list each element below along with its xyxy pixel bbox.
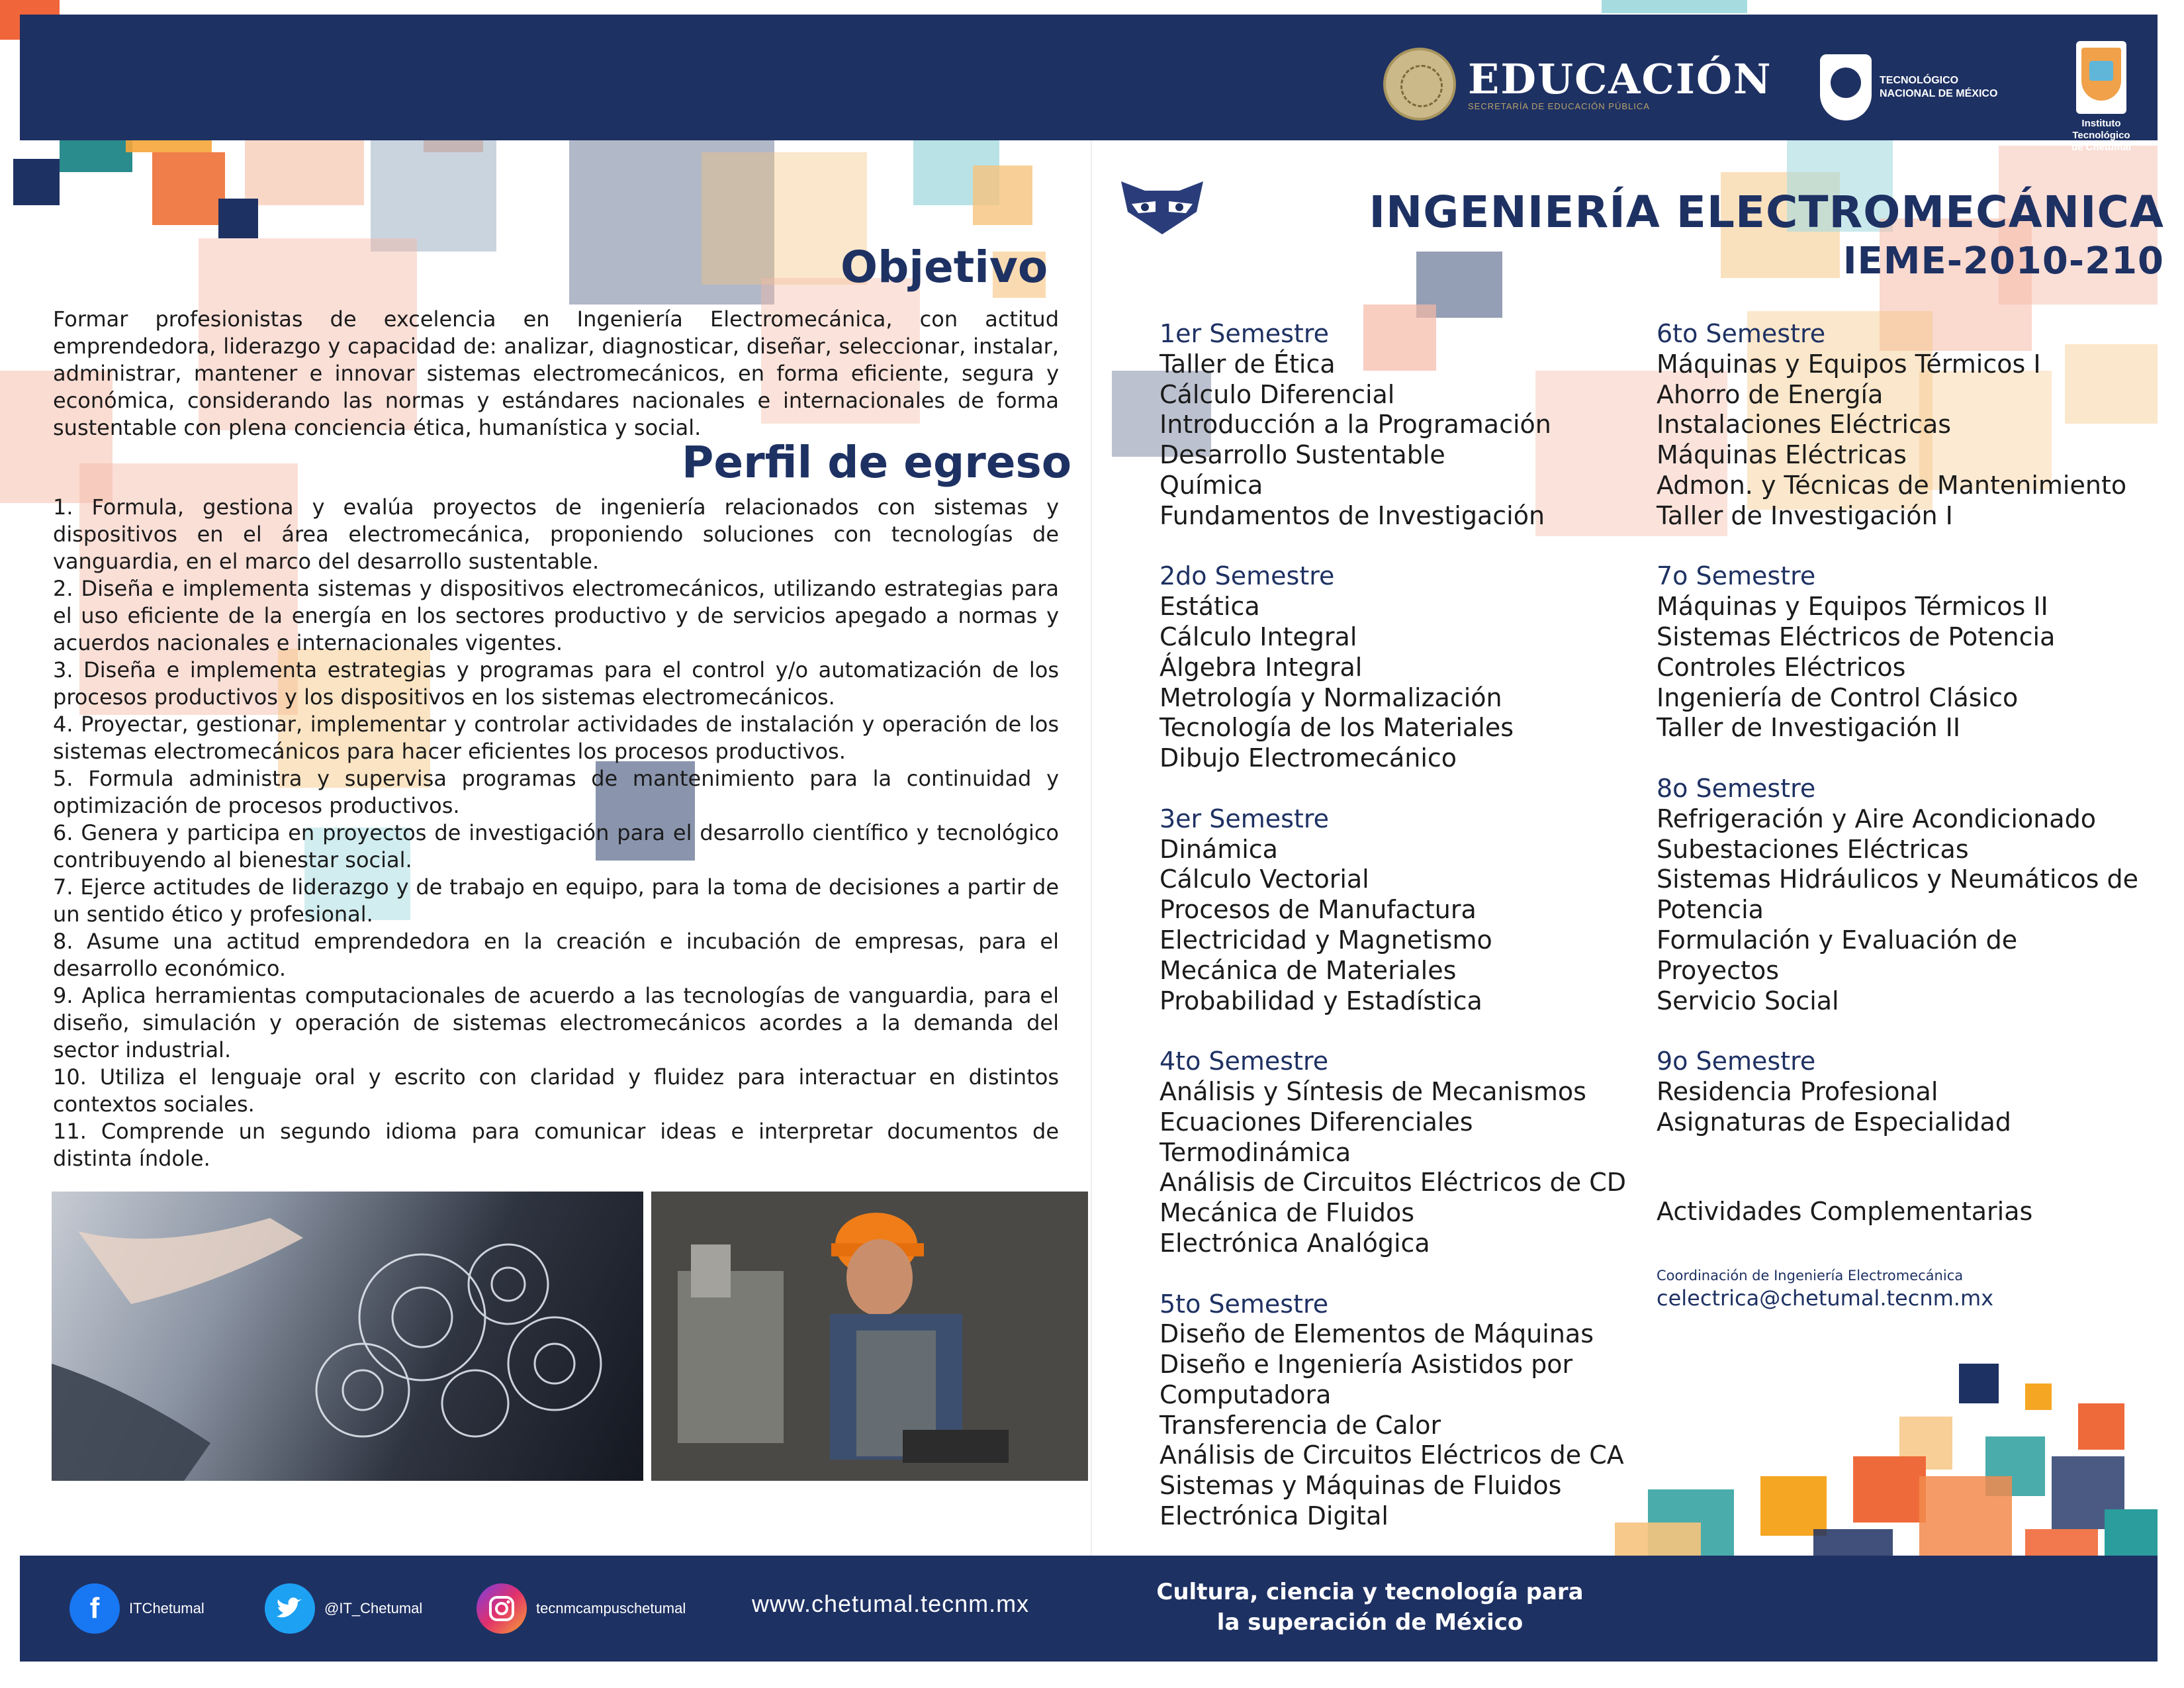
subject-item: Instalaciones Eléctricas bbox=[1657, 410, 1952, 440]
subject-item: Taller de Ética bbox=[1160, 349, 1336, 379]
tecnm-line2: NACIONAL DE MÉXICO bbox=[1880, 88, 1998, 99]
subject-item: Análisis y Síntesis de Mecanismos bbox=[1160, 1076, 1586, 1106]
subject-item: Química bbox=[1160, 470, 1263, 500]
semester-block bbox=[1657, 561, 2160, 743]
subject-item: Mecánica de Fluidos bbox=[1160, 1198, 1415, 1228]
semester-block bbox=[1160, 804, 1662, 1017]
semester-heading: 6to Semestre bbox=[1657, 319, 1826, 348]
perfil-item: 11. Comprende un segundo idioma para comunicar ideas e interpretar documentos de distinta índole. bbox=[53, 1119, 1059, 1171]
semester-heading: 3er Semestre bbox=[1160, 804, 1330, 833]
subject-item: Servicio Social bbox=[1657, 986, 1839, 1015]
semester-block bbox=[1657, 1047, 2160, 1137]
subject-item: Ingeniería de Control Clásico bbox=[1657, 682, 2019, 712]
semester-block bbox=[1657, 774, 2160, 1016]
curriculum-column-2 bbox=[1657, 319, 2160, 1168]
facebook-handle: ITChetumal bbox=[129, 1600, 205, 1617]
facebook-icon: f bbox=[69, 1583, 120, 1634]
twitter-link[interactable] bbox=[265, 1583, 422, 1634]
subject-item: Computadora bbox=[1160, 1380, 1332, 1409]
objetivo-heading: Objetivo bbox=[841, 242, 1048, 293]
semester-heading: 4to Semestre bbox=[1160, 1047, 1329, 1076]
subject-item: Máquinas Eléctricas bbox=[1657, 440, 1907, 470]
subject-item: Ahorro de Energía bbox=[1657, 379, 1884, 409]
subject-item: Refrigeración y Aire Acondicionado bbox=[1657, 804, 2096, 833]
semester-block bbox=[1160, 319, 1662, 532]
subject-item: Diseño e Ingeniería Asistidos por bbox=[1160, 1350, 1573, 1380]
perfil-item: 4. Proyectar, gestionar, implementar y controlar actividades de instalación y operación de los sistemas electromecánicos para hacer eficientes los procesos productivos. bbox=[53, 712, 1059, 764]
subject-item: Procesos de Manufactura bbox=[1160, 895, 1477, 925]
subject-item: Introducción a la Programación bbox=[1160, 410, 1551, 440]
edu-title: EDUCACIÓN bbox=[1468, 54, 1772, 103]
semester-heading: 8o Semestre bbox=[1657, 773, 1816, 803]
subject-item: Proyectos bbox=[1657, 955, 1779, 985]
tecnm-gear-icon bbox=[1820, 54, 1872, 120]
career-title: INGENIERÍA ELECTROMECÁNICA bbox=[1369, 187, 2164, 238]
subject-item: Electricidad y Magnetismo bbox=[1160, 925, 1492, 955]
instagram-icon bbox=[477, 1583, 527, 1634]
fold-divider bbox=[1091, 140, 1092, 1556]
subject-item: Taller de Investigación II bbox=[1657, 713, 1961, 743]
subject-item: Diseño de Elementos de Máquinas bbox=[1160, 1319, 1594, 1349]
tecnm-line1: TECNOLÓGICO bbox=[1880, 75, 1959, 86]
semester-block bbox=[1160, 561, 1662, 774]
semester-block bbox=[1160, 1289, 1662, 1532]
instagram-link[interactable] bbox=[477, 1583, 686, 1634]
perfil-item: 8. Asume una actitud emprendedora en la creación e incubación de empresas, para el desarrollo económico. bbox=[53, 929, 1059, 981]
contact-email-link[interactable]: celectrica@chetumal.tecnm.mx bbox=[1657, 1286, 1994, 1311]
objetivo-text: Formar profesionistas de excelencia en Ingeniería Electromecánica, con actitud emprendedora, liderazgo y capacidad de: analizar, diagnosticar, diseñar, seleccionar, instalar, administrar, mantener e innovar sistemas electromecánicos, en forma eficiente, segura y económica, considerando las normas y estándares nacionales e internacionales de forma sustentable con plena conciencia ética, humanística y social. bbox=[53, 306, 1059, 440]
subject-item: Residencia Profesional bbox=[1657, 1076, 1938, 1106]
subject-item: Ecuaciones Diferenciales bbox=[1160, 1107, 1473, 1137]
subject-item: Taller de Investigación I bbox=[1657, 500, 1953, 530]
itch-shield-icon bbox=[2076, 41, 2126, 114]
subject-item: Tecnología de los Materiales bbox=[1160, 713, 1514, 743]
subject-item: Análisis de Circuitos Eléctricos de CA bbox=[1160, 1440, 1624, 1470]
subject-item: Estática bbox=[1160, 592, 1260, 622]
subject-item: Dibujo Electromecánico bbox=[1160, 743, 1457, 773]
subject-item: Cálculo Integral bbox=[1160, 622, 1357, 651]
perfil-item: 7. Ejerce actitudes de liderazgo y de trabajo en equipo, para la toma de decisiones a partir de un sentido ético y profesional. bbox=[53, 874, 1059, 927]
subject-item: Sistemas Eléctricos de Potencia bbox=[1657, 622, 2056, 651]
curriculum-column-1 bbox=[1160, 319, 1662, 1562]
subject-item: Formulación y Evaluación de bbox=[1657, 925, 2018, 955]
subject-item: Máquinas y Equipos Térmicos I bbox=[1657, 349, 2041, 379]
semester-heading: 2do Semestre bbox=[1160, 561, 1335, 591]
subject-item: Cálculo Vectorial bbox=[1160, 865, 1369, 894]
itch-line1: Instituto Tecnológico bbox=[2072, 118, 2130, 141]
subject-item: Potencia bbox=[1657, 895, 1764, 925]
subject-item: Sistemas y Máquinas de Fluidos bbox=[1160, 1471, 1562, 1501]
subject-item: Análisis de Circuitos Eléctricos de CD bbox=[1160, 1168, 1627, 1197]
semester-heading: 7o Semestre bbox=[1657, 561, 1816, 591]
itch-logo bbox=[2052, 41, 2151, 154]
website-link[interactable]: www.chetumal.tecnm.mx bbox=[752, 1590, 1030, 1617]
subject-item: Dinámica bbox=[1160, 834, 1278, 864]
perfil-item: 6. Genera y participa en proyectos de investigación para el desarrollo científico y tecnológico contribuyendo al bienestar social. bbox=[53, 820, 1059, 872]
semester-block bbox=[1160, 1047, 1662, 1259]
slogan bbox=[1118, 1577, 1621, 1638]
career-code: IEME-2010-210 bbox=[1843, 240, 2164, 283]
subject-item: Fundamentos de Investigación bbox=[1160, 500, 1545, 530]
coordinacion-label: Coordinación de Ingeniería Electromecánica bbox=[1657, 1268, 1964, 1284]
worker-photo bbox=[651, 1192, 1088, 1481]
subject-item: Admon. y Técnicas de Mantenimiento bbox=[1657, 470, 2127, 500]
perfil-item: 2. Diseña e implementa sistemas y dispositivos electromecánicos, utilizando estrategias para el uso eficiente de la energía en los sectores productivo y de servicios apegado a normas y acuerdos nacionales e internacionales vigentes. bbox=[53, 576, 1059, 655]
perfil-item: 3. Diseña e implementa estrategias y programas para el control y/o automatización de los procesos productivos y los dispositivos en los sistemas electromecánicos. bbox=[53, 657, 1059, 710]
sep-logo bbox=[1383, 48, 1772, 120]
subject-item: Electrónica Analógica bbox=[1160, 1228, 1430, 1258]
subject-item: Probabilidad y Estadística bbox=[1160, 986, 1482, 1015]
perfil-item: 9. Aplica herramientas computacionales de acuerdo a las tecnologías de vanguardia, para el diseño, simulación y operación de sistemas electromecánicos acordes a la demanda del sector industrial. bbox=[53, 983, 1059, 1062]
actividades-complementarias: Actividades Complementarias bbox=[1657, 1197, 2033, 1226]
twitter-handle: @IT_Chetumal bbox=[324, 1600, 423, 1617]
subject-item: Transferencia de Calor bbox=[1160, 1410, 1441, 1440]
subject-item: Cálculo Diferencial bbox=[1160, 379, 1395, 409]
edu-subtitle: SECRETARÍA DE EDUCACIÓN PÚBLICA bbox=[1468, 101, 1650, 111]
subject-item: Asignaturas de Especialidad bbox=[1657, 1107, 2011, 1137]
semester-heading: 1er Semestre bbox=[1160, 319, 1330, 348]
facebook-link[interactable] bbox=[69, 1583, 205, 1634]
perfil-item: 10. Utiliza el lenguaje oral y escrito con claridad y fluidez para interactuar en distintos contextos sociales. bbox=[53, 1064, 1059, 1117]
semester-block bbox=[1657, 319, 2160, 532]
semester-heading: 9o Semestre bbox=[1657, 1047, 1816, 1076]
twitter-icon bbox=[265, 1583, 315, 1634]
header-bar bbox=[20, 15, 2158, 153]
gears-photo bbox=[52, 1192, 643, 1481]
itch-line2: de Chetumal bbox=[2071, 142, 2131, 153]
subject-item: Sistemas Hidráulicos y Neumáticos de bbox=[1657, 865, 2139, 894]
subject-item: Controles Eléctricos bbox=[1657, 652, 1906, 682]
mexico-seal-icon bbox=[1383, 48, 1456, 120]
semester-heading: 5to Semestre bbox=[1160, 1289, 1329, 1319]
perfil-list bbox=[53, 494, 1059, 1172]
slogan-line2: la superación de México bbox=[1216, 1609, 1524, 1636]
subject-item: Termodinámica bbox=[1160, 1137, 1351, 1167]
subject-item: Álgebra Integral bbox=[1160, 652, 1363, 682]
subject-item: Electrónica Digital bbox=[1160, 1501, 1388, 1531]
instagram-handle: tecnmcampuschetumal bbox=[536, 1600, 686, 1617]
perfil-item: 5. Formula administra y supervisa programas de mantenimiento para la continuidad y optimización de procesos productivos. bbox=[53, 766, 1059, 818]
perfil-item: 1. Formula, gestiona y evalúa proyectos de ingeniería relacionados con sistemas y dispositivos en el área electromecánica, proponiendo soluciones con tecnologías de vanguardia, en el marco del desarrollo sustentable. bbox=[53, 494, 1059, 574]
slogan-line1: Cultura, ciencia y tecnología para bbox=[1156, 1579, 1584, 1605]
subject-item: Mecánica de Materiales bbox=[1160, 955, 1457, 985]
subject-item: Máquinas y Equipos Térmicos II bbox=[1657, 592, 2048, 622]
subject-item: Desarrollo Sustentable bbox=[1160, 440, 1445, 470]
subject-item: Subestaciones Eléctricas bbox=[1657, 834, 1969, 864]
perfil-heading: Perfil de egreso bbox=[682, 437, 1072, 488]
tecnm-logo bbox=[1820, 54, 1997, 120]
subject-item: Metrología y Normalización bbox=[1160, 682, 1502, 712]
